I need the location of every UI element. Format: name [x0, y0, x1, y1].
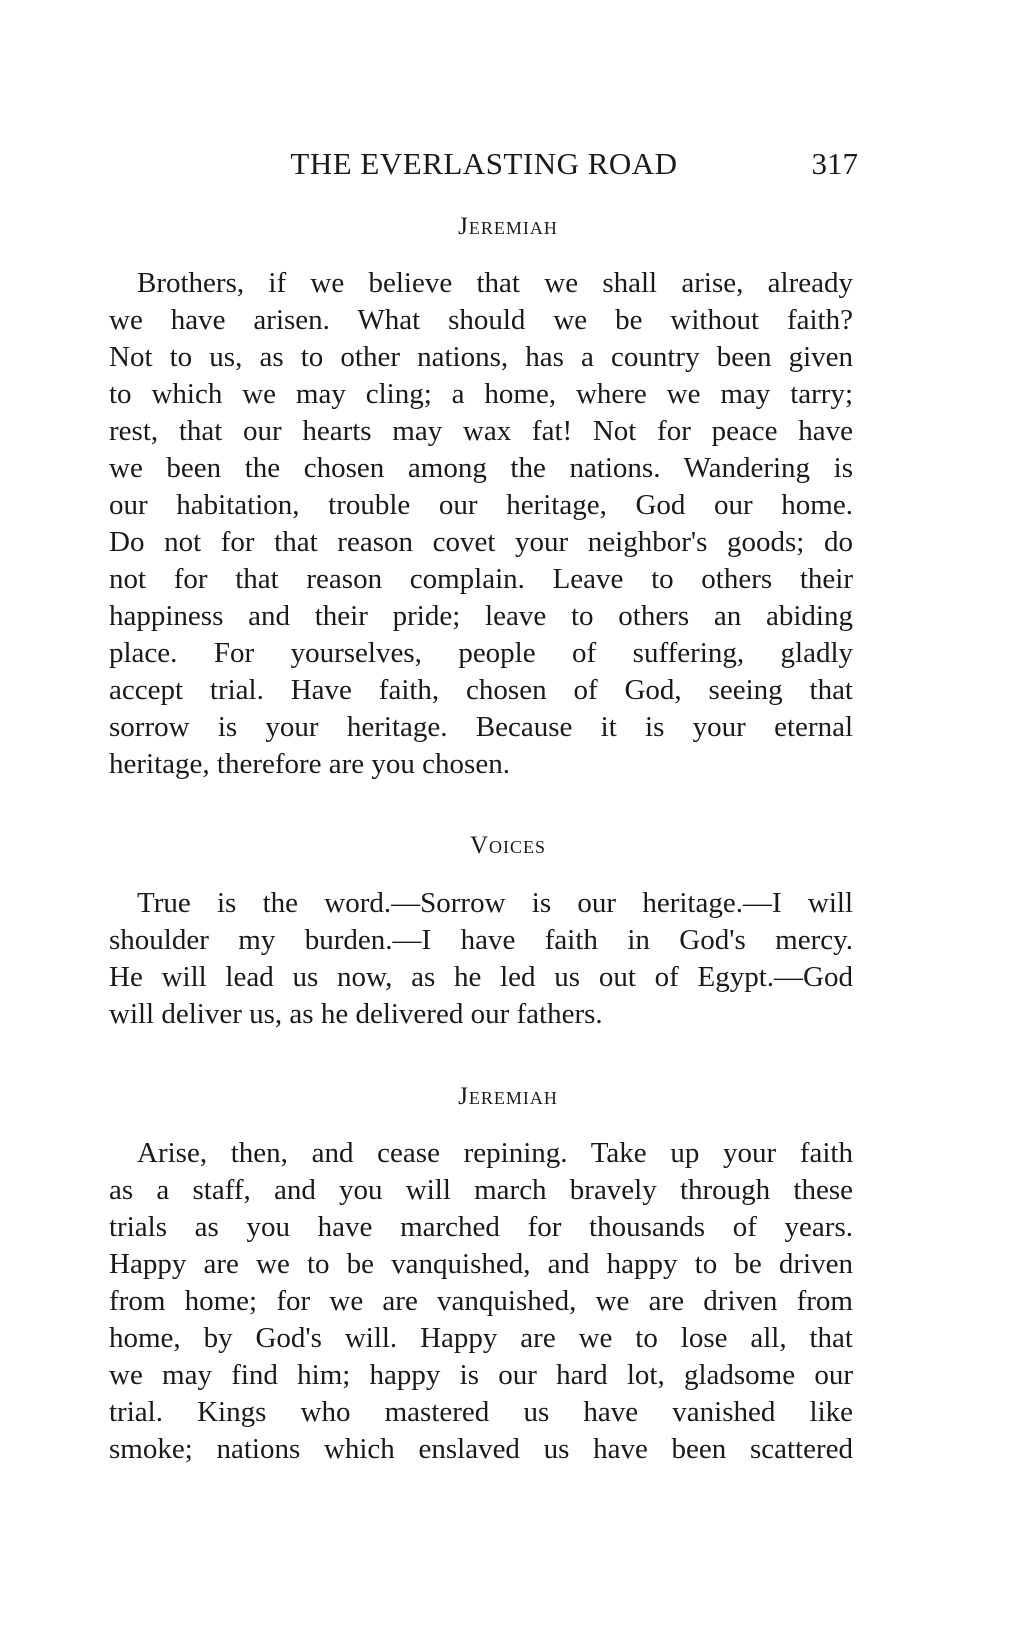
- text-line: we been the chosen among the nations. Wandering is: [109, 452, 853, 484]
- text-line: True is the word.—Sorrow is our heritage.—I will: [137, 887, 853, 919]
- text-line: trial. Kings who mastered us have vanished like: [109, 1396, 853, 1428]
- text-line: heritage, therefore are you chosen.: [109, 748, 510, 780]
- text-line: rest, that our hearts may wax fat! Not for peace have: [109, 415, 853, 447]
- paragraph-jeremiah-1: [109, 265, 853, 783]
- paragraph-voices: [109, 885, 853, 1033]
- text-line: happiness and their pride; leave to others an abiding: [109, 600, 853, 632]
- text-line: He will lead us now, as he led us out of Egypt.—God: [109, 961, 853, 993]
- text-line: shoulder my burden.—I have faith in God's mercy.: [109, 924, 853, 956]
- text-line: as a staff, and you will march bravely through these: [109, 1174, 853, 1206]
- paragraph-jeremiah-2: [109, 1135, 853, 1468]
- text-line: our habitation, trouble our heritage, God our home.: [109, 489, 853, 521]
- text-line: Brothers, if we believe that we shall arise, already: [137, 267, 853, 299]
- text-line: place. For yourselves, people of suffering, gladly: [109, 637, 853, 669]
- page-number: 317: [811, 146, 858, 181]
- text-line: to which we may cling; a home, where we may tarry;: [109, 378, 853, 410]
- text-line: Do not for that reason covet your neighbor's goods; do: [109, 526, 853, 558]
- text-line: Arise, then, and cease repining. Take up your faith: [137, 1137, 853, 1169]
- speaker-heading-voices: Voices: [469, 832, 547, 859]
- text-line: will deliver us, as he delivered our fathers.: [109, 998, 603, 1030]
- speaker-heading-jeremiah: Jeremiah: [458, 213, 558, 240]
- text-line: Not to us, as to other nations, has a country been given: [109, 341, 853, 373]
- text-line: smoke; nations which enslaved us have been scattered: [109, 1433, 853, 1465]
- text-line: sorrow is your heritage. Because it is your eternal: [109, 711, 853, 743]
- text-line: accept trial. Have faith, chosen of God, seeing that: [109, 674, 853, 706]
- text-line: not for that reason complain. Leave to others their: [109, 563, 853, 595]
- text-line: we have arisen. What should we be without faith?: [109, 304, 853, 336]
- text-line: from home; for we are vanquished, we are driven from: [109, 1285, 853, 1317]
- text-line: Happy are we to be vanquished, and happy to be driven: [109, 1248, 853, 1280]
- speaker-heading-jeremiah-2: Jeremiah: [458, 1083, 558, 1110]
- text-line: home, by God's will. Happy are we to lose all, that: [109, 1322, 853, 1354]
- running-title: THE EVERLASTING ROAD: [290, 146, 678, 181]
- text-line: trials as you have marched for thousands of years.: [109, 1211, 853, 1243]
- text-line: we may find him; happy is our hard lot, gladsome our: [109, 1359, 853, 1391]
